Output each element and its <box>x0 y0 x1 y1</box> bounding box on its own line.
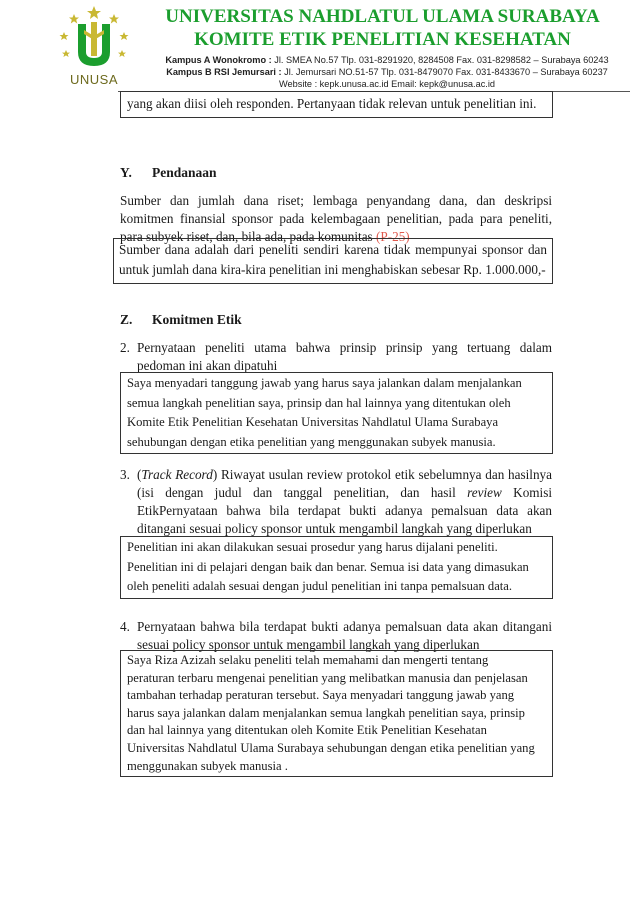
previous-answer-text: yang akan diisi oleh responden. Pertanyaan tidak relevan untuk penelitian ini. <box>127 96 537 111</box>
item-3-text <box>137 466 552 538</box>
item-4-answer-line: harus saya jalankan dalam menjalankan semua langkah penelitian saya, prinsip <box>127 705 525 720</box>
item-4-answer-line: tambahan terhadap peraturan tersebut. Saya menyadari tanggung jawab yang <box>127 688 515 703</box>
section-z-letter: Z. <box>120 312 133 327</box>
previous-answer-box <box>120 91 553 118</box>
item-2-answer-line: Saya menyadari tanggung jawab yang harus saya jalankan dalam menjalankan <box>127 376 522 390</box>
section-y-heading <box>120 165 217 181</box>
section-z-title: Komitmen Etik <box>152 312 242 327</box>
commitment-item-2 <box>120 339 552 375</box>
campus-b-text: Jl. Jemursari NO.51-57 Tlp. 031-8479070 Fax. 031-8433670 – Surabaya 60237 <box>281 67 608 77</box>
item-3-answer-box <box>120 536 553 599</box>
item-4-answer-line: menggunakan subyek manusia . <box>127 758 288 773</box>
campus-a-address <box>140 54 634 66</box>
item-4-answer-box <box>120 650 553 777</box>
section-y-title: Pendanaan <box>152 165 217 180</box>
item-2-answer-line: sehubungan dengan etika penelitian yang menggunakan subyek manusia. <box>127 434 496 449</box>
item-3-open-paren: ( <box>137 467 142 482</box>
item-3-text-part2: Komisi EtikPernyataan bahwa bila terdapat bukti adanya pemalsuan data akan ditangani sesuai policy sponsor untuk mengambil langkah yang diperlukan <box>137 485 553 536</box>
item-4-answer-line: Saya Riza Azizah selaku peneliti telah memahami dan mengerti tentang <box>127 653 489 667</box>
item-4-answer-line: peraturan terbaru mengenai penelitian yang melibatkan manusia dan penjelasan <box>127 670 528 685</box>
logo-wordmark: UNUSA <box>69 72 118 87</box>
section-z-heading <box>120 312 242 328</box>
item-2-answer-box <box>120 372 553 454</box>
item-4-answer-line: dan hal lainnya yang ditentukan oleh Komite Etik Penelitian Kesehatan <box>127 723 487 738</box>
logo-emblem-icon <box>58 4 130 74</box>
item-3-answer-line: Penelitian ini di pelajari dengan baik dan benar. Semua isi data yang dimasukan <box>127 559 529 574</box>
item-3-answer-line: Penelitian ini akan dilakukan sesuai prosedur yang harus dijalani peneliti. <box>127 540 498 554</box>
university-name: UNIVERSITAS NAHDLATUL ULAMA SURABAYA <box>165 6 600 27</box>
item-3-track-record: Track Record <box>141 467 213 482</box>
unusa-logo <box>58 4 130 90</box>
commitment-item-3 <box>120 466 552 538</box>
campus-b-address <box>140 66 634 78</box>
item-4-number: 4. <box>120 619 130 634</box>
campus-b-label: Kampus B RSI Jemursari : <box>166 67 282 77</box>
item-2-answer-line: semua langkah penelitian saya, prinsip dan hal lainnya yang ditentukan oleh <box>127 395 511 410</box>
campus-a-text: Jl. SMEA No.57 Tlp. 031-8291920, 8284508 Fax. 031-8298582 – Surabaya 60243 <box>271 55 609 65</box>
website-email-line: Website : kepk.unusa.ac.id Email: kepk@unusa.ac.id <box>279 79 495 89</box>
item-4-answer-line: Universitas Nahdlatul Ulama Surabaya sehubungan dengan etika penelitian yang <box>127 740 535 755</box>
item-3-answer-line: oleh peneliti adalah sesuai dengan judul penelitian ini tanpa pemalsuan data. <box>127 579 513 593</box>
item-3-number: 3. <box>120 467 130 482</box>
section-y-answer-box <box>113 238 553 284</box>
letterhead <box>0 0 638 92</box>
section-y-reference: (P-25) <box>375 229 410 244</box>
item-3-review: review <box>467 485 502 500</box>
item-4-text: Pernyataan bahwa bila terdapat bukti adanya pemalsuan data akan ditangani sesuai policy sponsor untuk mengambil langkah yang diperlukan <box>137 619 552 652</box>
item-2-text: Pernyataan peneliti utama bahwa prinsip prinsip yang tertuang dalam pedoman ini akan dipatuhi <box>137 340 552 373</box>
item-3-text-part1: ) Riwayat usulan review protokol etik sebelumnya dan hasilnya (isi dengan judul dan tanggal penelitian, dan hasil <box>137 467 552 500</box>
item-2-number: 2. <box>120 340 130 355</box>
campus-a-label: Kampus A Wonokromo : <box>165 55 272 65</box>
item-2-answer-line: Komite Etik Penelitian Kesehatan Universitas Nahdlatul Ulama Surabaya <box>127 415 499 429</box>
section-y-letter: Y. <box>120 165 132 180</box>
commitment-item-4 <box>120 618 552 654</box>
section-y-description-text: Sumber dan jumlah dana riset; lembaga penyandang dana, dan deskripsi komitmen finansial sponsor pada kelembagaan penelitian, pada para peneliti, para subyek riset, dan, bila ada, pada komunitas <box>120 193 552 244</box>
committee-name: KOMITE ETIK PENELITIAN KESEHATAN <box>194 29 571 50</box>
section-y-answer-text: Sumber dana adalah dari peneliti sendiri karena tidak mempunyai sponsor dan untuk jumlah dana kira-kira penelitian ini menghabiskan sebesar Rp. 1.000.000,- <box>119 242 547 277</box>
